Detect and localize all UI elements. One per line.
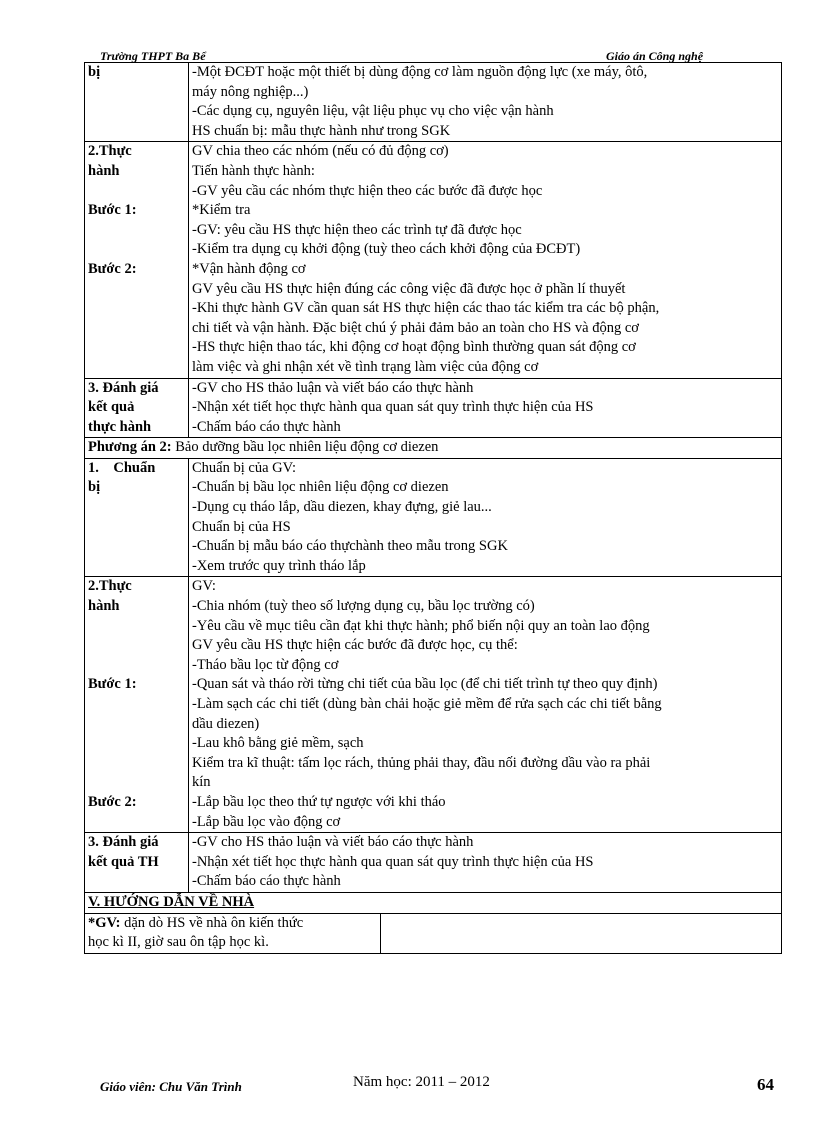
text-line: Chuẩn bị của HS — [192, 518, 291, 535]
text-line: -Kiểm tra dụng cụ khởi động (tuỳ theo cách khởi động của ĐCĐT) — [192, 241, 581, 258]
text-line: -Làm sạch các chi tiết (dùng bàn chải hoặc giẻ mềm để rửa sạch các chi tiết bằng — [192, 696, 662, 712]
table-row — [85, 458, 782, 577]
text-line: -GV yêu cầu các nhóm thực hiện theo các bước đã được học — [192, 182, 543, 199]
text-line: -GV: yêu cầu HS thực hiện theo các trình tự đã được học — [192, 221, 522, 238]
table-row — [85, 833, 782, 893]
table-row — [85, 577, 782, 833]
table-row — [85, 378, 782, 438]
text-line: -Khi thực hành GV cần quan sát HS thực hiện các thao tác kiểm tra các bộ phận, — [192, 300, 660, 317]
eval-label: thực hành — [88, 418, 152, 435]
prep-content-cell — [189, 63, 782, 142]
text-line: *Vận hành động cơ — [192, 260, 306, 277]
text-line: -HS thực hiện thao tác, khi động cơ hoạt động bình thường quan sát động cơ — [192, 339, 636, 356]
text-line: -Yêu cầu về mục tiêu cần đạt khi thực hành; phổ biến nội quy an toàn lao động — [192, 617, 650, 634]
eval-label: 3. Đánh giá — [88, 834, 159, 851]
text-line: GV yêu cầu HS thực hiện các bước đã được học, cụ thể: — [192, 637, 518, 654]
eval-content-cell — [189, 378, 782, 438]
text-line: *Kiểm tra — [192, 202, 251, 219]
text-line: máy nông nghiệp...) — [192, 83, 309, 100]
homework-left-cell — [85, 914, 381, 953]
step-label: Bước 1: — [88, 676, 137, 693]
text-line: -Chấm báo cáo thực hành — [192, 873, 341, 890]
table-row — [85, 892, 782, 913]
prep-label: 1. Chuẩn — [88, 459, 156, 476]
step-label: Bước 2: — [88, 793, 137, 810]
step-label: Bước 1: — [88, 202, 137, 219]
practice-label: 2.Thực — [88, 578, 132, 595]
text-line: chi tiết và vận hành. Đặc biệt chú ý phải đảm bảo an toàn cho HS và động cơ — [192, 319, 639, 336]
text-line: -Quan sát và tháo rời từng chi tiết của bầu lọc (để chi tiết trình tự theo quy định) — [192, 676, 658, 693]
footer-teacher: Giáo viên: Chu Văn Trình — [100, 1079, 242, 1094]
text-line: -Chuẩn bị mẫu báo cáo thựchành theo mẫu trong SGK — [192, 538, 508, 555]
prep-label-cell — [85, 458, 189, 577]
page-number: 64 — [757, 1075, 774, 1094]
eval-label: 3. Đánh giá — [88, 379, 159, 396]
homework-right-cell — [381, 914, 782, 953]
header-school: Trường THPT Ba Bể — [100, 49, 206, 63]
table-row — [85, 63, 782, 142]
plan2-cell — [85, 438, 782, 459]
text-line: -Nhận xét tiết học thực hành qua quan sát quy trình thực hiện của HS — [192, 399, 594, 416]
text-line: làm việc và ghi nhận xét về tình trạng làm việc của động cơ — [192, 358, 539, 375]
eval-content-cell — [189, 833, 782, 893]
text-line: Chuẩn bị của GV: — [192, 459, 297, 476]
footer-year: Năm học: 2011 – 2012 — [353, 1074, 490, 1090]
text-line: -Các dụng cụ, nguyên liệu, vật liệu phục vụ cho việc vận hành — [192, 103, 554, 120]
text-line: -Lau khô bằng giẻ mềm, sạch — [192, 735, 364, 752]
text-line: -Chia nhóm (tuỳ theo số lượng dụng cụ, bầu lọc trường có) — [192, 598, 535, 615]
eval-label-cell — [85, 833, 189, 893]
text-line: -Chuẩn bị bầu lọc nhiên liệu động cơ diezen — [192, 479, 449, 496]
plan2-label: Phương án 2: — [88, 439, 172, 456]
text-line: Tiến hành thực hành: — [192, 162, 315, 179]
homework-inner-table — [85, 914, 781, 953]
prep-label: bị — [88, 64, 101, 80]
text-line: -Nhận xét tiết học thực hành qua quan sát quy trình thực hiện của HS — [192, 853, 594, 870]
practice-label: hành — [88, 162, 120, 179]
text-line: -Lắp bầu lọc theo thứ tự ngược với khi tháo — [192, 793, 446, 810]
step-label: Bước 2: — [88, 260, 137, 277]
text-line: -Chấm báo cáo thực hành — [192, 418, 341, 435]
prep-content-cell — [189, 458, 782, 577]
prep-label: bị — [88, 479, 101, 496]
table-row — [85, 913, 782, 953]
text-line: kín — [192, 774, 211, 791]
header-subject: Giáo án Công nghệ — [606, 49, 704, 63]
homework-content-cell — [85, 913, 782, 953]
homework-title: V. HƯỚNG DẪN VỀ NHÀ — [88, 893, 255, 910]
plan2-text: Bảo dưỡng bầu lọc nhiên liệu động cơ diezen — [171, 439, 439, 456]
lesson-table — [84, 62, 782, 954]
text-line: -Lắp bầu lọc vào động cơ — [192, 813, 341, 830]
homework-title-cell — [85, 892, 782, 913]
text-line: dầu diezen) — [192, 715, 260, 732]
homework-gv-label: *GV: — [88, 914, 121, 931]
homework-line: dặn dò HS về nhà ôn kiến thức — [120, 914, 304, 931]
eval-label: kết quả — [88, 399, 135, 416]
practice-label-cell — [85, 577, 189, 833]
text-line: -GV cho HS thảo luận và viết báo cáo thực hành — [192, 834, 474, 851]
practice-content-cell — [189, 142, 782, 378]
eval-label-cell — [85, 378, 189, 438]
table-row — [85, 142, 782, 378]
practice-label: hành — [88, 598, 120, 615]
eval-label: kết quả TH — [88, 853, 159, 870]
text-line: Kiểm tra kĩ thuật: tấm lọc rách, thủng phải thay, đầu nối đường dầu vào ra phải — [192, 754, 651, 771]
text-line: -Dụng cụ tháo lắp, dầu diezen, khay đựng, giẻ lau... — [192, 499, 492, 516]
text-line: HS chuẩn bị: mẫu thực hành như trong SGK — [192, 122, 451, 139]
prep-label-cell — [85, 63, 189, 142]
practice-label-cell — [85, 142, 189, 378]
text-line: -Tháo bầu lọc từ động cơ — [192, 656, 339, 673]
text-line: GV chia theo các nhóm (nếu có đủ động cơ) — [192, 143, 449, 160]
text-line: GV: — [192, 578, 216, 595]
text-line: GV yêu cầu HS thực hiện đúng các công việc đã được học ở phần lí thuyết — [192, 280, 626, 297]
text-line: -GV cho HS thảo luận và viết báo cáo thực hành — [192, 379, 474, 396]
table-row — [85, 438, 782, 459]
practice-content-cell — [189, 577, 782, 833]
text-line: -Một ĐCĐT hoặc một thiết bị dùng động cơ làm nguồn động lực (xe máy, ôtô, — [192, 64, 648, 80]
homework-line: học kì II, giờ sau ôn tập học kì. — [88, 934, 269, 951]
practice-label: 2.Thực — [88, 143, 132, 160]
text-line: -Xem trước quy trình tháo lắp — [192, 557, 366, 574]
